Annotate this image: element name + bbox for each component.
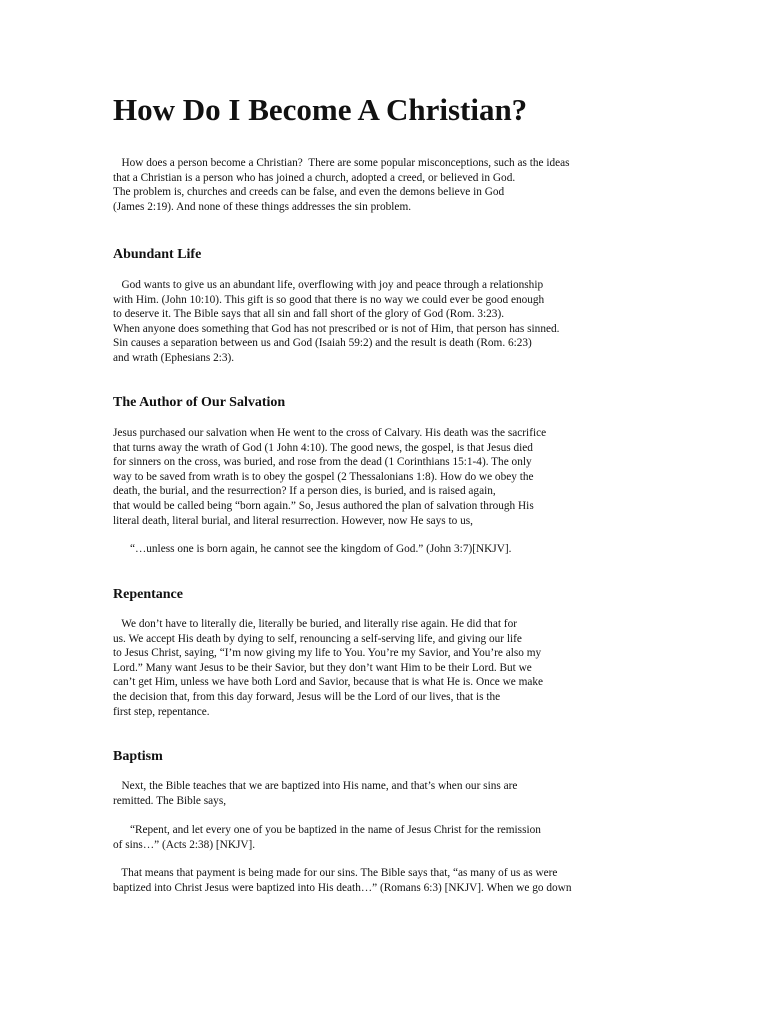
- page-title: How Do I Become A Christian?: [113, 92, 528, 127]
- text-line: the decision that, from this day forward, Jesus will be the Lord of our lives, that is the: [113, 690, 501, 703]
- text-line: “Repent, and let every one of you be baptized in the name of Jesus Christ for the remission: [113, 824, 541, 836]
- text-line: (James 2:19). And none of these things addresses the sin problem.: [113, 200, 412, 213]
- text-line: remitted. The Bible says,: [113, 794, 227, 807]
- text-line: of sins…” (Acts 2:38) [NKJV].: [113, 838, 256, 851]
- section-heading-abundant-life: Abundant Life: [113, 247, 202, 262]
- text-line: Lord.” Many want Jesus to be their Savior, but they don’t want Him to be their Lord. But we: [113, 661, 532, 674]
- text-line: that would be called being “born again.” So, Jesus authored the plan of salvation through His: [113, 499, 534, 512]
- text-line: baptized into Christ Jesus were baptized into His death…” (Romans 6:3) [NKJV]. When we go down: [113, 881, 572, 894]
- text-line: Jesus purchased our salvation when He went to the cross of Calvary. His death was the sacrifice: [113, 427, 547, 439]
- text-line: Sin causes a separation between us and God (Isaiah 59:2) and the result is death (Rom. 6:23): [113, 337, 532, 350]
- text-line: and wrath (Ephesians 2:3).: [113, 351, 235, 364]
- text-line: Next, the Bible teaches that we are baptized into His name, and that’s when our sins are: [113, 780, 518, 792]
- text-line: that a Christian is a person who has joined a church, adopted a creed, or believed in God.: [113, 171, 516, 184]
- section-heading-author-of-salvation: The Author of Our Salvation: [113, 395, 286, 410]
- text-line: “…unless one is born again, he cannot see the kingdom of God.” (John 3:7)[NKJV].: [113, 543, 512, 555]
- section-heading-repentance: Repentance: [113, 587, 183, 602]
- text-line: That means that payment is being made for our sins. The Bible says that, “as many of us as were: [113, 867, 558, 879]
- text-line: When anyone does something that God has not prescribed or is not of Him, that person has sinned.: [113, 322, 560, 335]
- text-line: that turns away the wrath of God (1 John 4:10). The good news, the gospel, is that Jesus died: [113, 441, 533, 454]
- text-line: to deserve it. The Bible says that all sin and fall short of the glory of God (Rom. 3:23).: [113, 308, 505, 321]
- text-line: to Jesus Christ, saying, “I’m now giving my life to You. You’re my Savior, and You’re also my: [113, 647, 542, 660]
- text-line: can’t get Him, unless we have both Lord and Savior, because that is what He is. Once we make: [113, 676, 544, 689]
- intro-paragraph: [113, 156, 570, 214]
- text-line: God wants to give us an abundant life, overflowing with joy and peace through a relationship: [113, 279, 544, 291]
- text-line: first step, repentance.: [113, 705, 210, 718]
- text-line: way to be saved from wrath is to obey the gospel (2 Thessalonians 1:8). How do we obey the: [113, 470, 534, 483]
- baptism-paragraph: [113, 779, 517, 808]
- abundant-life-paragraph: [113, 278, 559, 366]
- text-line: us. We accept His death by dying to self, renouncing a self-serving life, and giving our life: [113, 632, 522, 645]
- text-line: death, the burial, and the resurrection? If a person dies, is buried, and is raised again,: [113, 485, 496, 498]
- text-line: We don’t have to literally die, literally be buried, and literally rise again. He did that for: [113, 618, 517, 630]
- scripture-quote-acts-2-38: [113, 823, 541, 852]
- author-of-salvation-paragraph: [113, 426, 546, 528]
- scripture-quote-john-3-7: [113, 542, 511, 557]
- text-line: The problem is, churches and creeds can be false, and even the demons believe in God: [113, 186, 505, 199]
- text-line: with Him. (John 10:10). This gift is so good that there is no way we could ever be good enough: [113, 293, 545, 306]
- repentance-paragraph: [113, 617, 543, 719]
- text-line: for sinners on the cross, was buried, and rose from the dead (1 Corinthians 15:1-4). The only: [113, 456, 532, 469]
- section-heading-baptism: Baptism: [113, 749, 163, 764]
- payment-for-sins-paragraph: [113, 866, 571, 895]
- text-line: literal death, literal burial, and literal resurrection. However, now He says to us,: [113, 514, 473, 527]
- text-line: How does a person become a Christian? There are some popular misconceptions, such as the ideas: [113, 157, 570, 169]
